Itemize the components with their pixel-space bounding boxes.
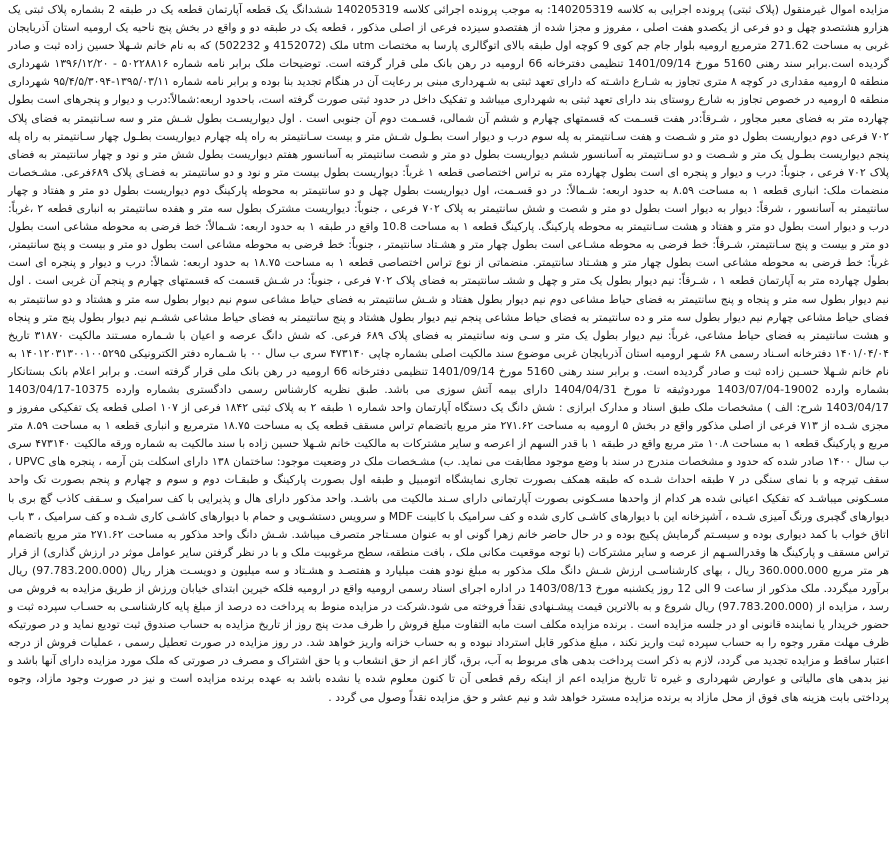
auction-notice-body: مزایده اموال غیرمنقول (پلاک ثبتی) پرونده اجرایی به کلاسه 140205319: به موجب پرونده اجرائی کلاسه 140205319 ششدانگ یک قطعه آپارتمان قطعه یک در طبقه 2 بشماره پلاک ثبتی یک هزارو هشتصدو چهل و دو فرعی از یکصدو هفت اصلی ، مفروز و مجزا شده از هفتصدو سیزده فرعی از اصلی مذکور ، قطعه یک در طبقه دو و واقع در بخش پنج ناحیه یک ارومیه استان آذربایجان غربی به مساحت 271.62 مترمربع ارومیه بلوار جام جم کوی 9 کوچه اول طبقه بالای اتوگالری پارسا به مختصات utm ملک (4152072 و 502232) که به نام خانم شـهلا حسین زاده ثبت و صادر گردیده است.برابر سند رهنی 5160 مورخ 1401/09/14 تنظیمی دفترخانه 66 ارومیه در رهن بانک ملی قرار گرفته است. توضیحات ملک برابر نامه شماره ۵۰۲۲۸۸۱۶ - ۱۳۹۶/۱۲/۲۰ شهرداری منطقه ۵ ارومیه مقداری در کوچه ۸ متری تجاوز به شـارع داشـته که دارای تعهد ثبتی به شـهرداری مبنی بر رعایت آن در هنگام تجدید بنا بوده و برابر نامه شماره ۱۳۹۵/۰۳/۱۱-۹۵/۴/۵/۳۰۹۴ شهرداری منطقه ۵ ارومیه در خصوص تجاوز به شارع روستای بند دارای تعهد ثبتی به شهرداری میباشد و تفکیک داخل در حدود ثبتی صورت گرفته است، باحدود اربعه:شمالاً:درب و دیوار و پنجرهای است بطول چهارده متر به فضای معبر مجاور ، شـرقاً:در هفت قسـمت که قسمتهای چهارم و ششم آن شمالی، قسـمت دوم آن جنوبی است . اول دیواریسـت بطول شـش متر و سه سـانتیمتر به فضای پلاک ۷۰۲ فرعی دوم دیواریست بطول دو متر و شـصت و هفت سـانتیمتر به پله سوم درب و دیوار است بطـول شـش متر و بیست سـانتیمتر به راه پله چهارم دیواریست بطـول چهار سـانتیمتر به راه پله پنجم دیواریست بطـول یک متر و شـصت و دو سـانتیمتر به آسانسور ششم دیواریست بطول دو متر و شصت سانتیمتر به آسانسور هفتم دیواریست بطول شش متر و نود و چهار سانتیمتر به فضای پلاک ۷۰۲ فرعی ، جنوباً: درب و دیوار و پنجره ای است بطول چهارده متر به تراس اختصاصی قطعه ۱ غرباً: دیواریست بطول بیست متر و نود و دو سانتیمتر به فضـای پلاک ۶۸۹فرعی. مشـخصات منضمات ملک: انباری قطعه ۱ به مساحت ۸.۵۹ به حدود اربعه: شـمالاً: در دو قسـمت، اول دیواریست بطول چهل و دو سانتیمتر به محوطه پارکینگ دوم دیواریست بطول دو متر و هفتاد و چهار سانتیمتر به آسانسور ، شرقاً: دیوار به دیوار است بطول دو متر و شصت و شش سانتیمتر به پلاک ۷۰۲ فرعی ، جنوباً: دیواریست مشترک بطول سه متر و هفده سانتیمتر به انباری قطعه ۲ ،غرباً: درب و دیوار است بطول دو متر و هفتاد و هشت سـانتیمتر به محوطه پارکینگ. پارکینگ قطعه ۱ به مساحت 10.8 واقع در طبقه ۱ به حدود اربعه: شـمالاً: خط فرضی به محوطه مشاعی است بطول دو متر و بیست و پنج سـانتیمتر، شـرقاً: خط فرضی به محوطه مشـاعی است بطول چهار متر و هشـتاد سانتیمتر ، جنوباً: خط فرضی به محوطه مشاعی است بطول دو متر و بیست و پنج سانتیمتر، غرباً: خط فرضی به محوطه مشاعی است بطول چهار متر و هشـتاد سانتیمتر. منضماتی از نوع تراس اختصاصی قطعه ۱ به مساحت ۱۸.۷۵ به حدود اربعه: شمالاً: درب و دیوار و پنجره ای است بطول چهارده متر به آپارتمان قطعه ۱ ، شـرقاً: نیم دیوار بطول یک متر و چهل و ششـ سانتیمتر به فضای پلاک ۷۰۲ فرعی ، جنوباً: در شـش قسمت که قسمتهای چهارم و پنجم آن غربی است . اول نیم دیوار بطول سه متر و پنجاه و پنج سانتیمتر به فضای حیاط مشاعی دوم نیم دیوار بطول هفتاد و شـش سانتیمتر به فضای حیاط مشاعی سوم نیم دیوار بطول سه متر و هشتاد و دو سانتیمتر به فضای حیاط مشاعی چهارم نیم دیوار بطول سه متر و ده سانتیمتر به فضای حیاط مشاعی پنجم نیم دیوار بطول هشتاد و پنج سانتیمتر به فضای حیاط مشاعی ششـم نیم دیوار بطول پنج متر و پنجاه و هشت سانتیمتر به فضای حیاط مشاعی، غرباً: نیم دیوار بطول یک متر و سـی ونه سانتیمتر به فضای پلاک ۶۸۹ فرعی. که شش دانگ عرصه و اعیان با شـماره مسـتند مالکیت ۳۱۸۷۰ تاریخ ۱۴۰۱/۰۴/۰۴ دفترخانه اسـناد رسمی ۶۸ شـهر ارومیه استان آذربایجان غربی موضوع سند مالکیت اصلی بشماره چاپی ۴۷۳۱۴۰ سری ب سال ۰۰ با شـماره دفتر الکترونیکی ۱۴۰۱۲۰۳۱۳۰۰۱۰۰۵۲۹۵ به نام خانم شـهلا حسـین زاده ثبت و صادر گردیده است. و برابر سند رهنی 5160 مورخ 1401/09/14 تنظیمی دفترخانه 66 ارومیه در رهن بانک ملی قرار گرفته است. و برابر اعلام بانک بستانکار بشماره وارده 19002-1403/07/04 موردوثیقه تا مورخ 1404/04/31 دارای بیمه آتش سوزی می باشد. طبق نظریه کارشناس رسمی دادگستری بشماره وارده 10375-1403/04/17 1403/04/17 شرح: الف ) مشخصات ملک طبق اسناد و مدارک ابرازی : شش دانگ یک دستگاه آپارتمان واحد شماره ۱ طبقه ۲ به پلاک ثبتی ۱۸۴۲ فرعی از ۱۰۷ اصلی قطعه یک تفکیکی مفروز و مجزی شـده از ۷۱۳ فرعی از اصلی مذکور واقع در بخش ۵ ارومیه به مساحت ۲۷۱.۶۲ متر مربع باتضمام تراس مسقف قطعه یک به مساحت ۱۸.۷۵ مترمربع و انباری قطعه ۱ به مساحت ۸.۵۹ متر مربع و پارکینگ قطعه ۱ به مساحت ۱۰.۸ متر مربع واقع در طبقه ۱ با قدر السهم از اعرصه و سایر مشترکات به مالکیت خانم شـهلا حسین زاده با سند مالکیت به شماره ورقه مالکیت ۴۷۳۱۴۰ سری ب سال ۱۴۰۰ صادر شده که حدود و مشخصات مندرج در سند با وضع موجود مطابقت می نماید. ب) مشـخصات ملک در وضعیت موجود: ساختمان ۱۳۸ دارای اسکلت بتن آرمه ، پنجره های UPVC ، سقف تیرچه و با نمای سنگی در ۷ طبقه احداث شـده که طبقه همکف بصورت تجاری نمایشگاه اتومبیل و طبقه اول بصورت پارکینگ و طبقـات دوم و سوم و چهارم و پنجم بصورت تک واحد مسـکونی میباشـد که تفکیک اعیانی شده هر کدام از واحدها مسـکونی بصورت آپارتمانی دارای سـند مالکیت می باشـد. واحد مذکور دارای هال و پذیرایی با کف سرامیک و سـقف کاذب گچ بری با دیوارهای گچبری ورنگ آمیزی شـده ، آشپزخانه این با دیوارهای کاشـی کاری شده و کف سرامیک با کابینت MDF و سرویس دستشـویی و حمام با دیوارهای کاشـی کاری شـده و کف سرامیک ، ۳ باب اتاق خواب با کمد دیواری بوده و سیسـتم گرمایش پکیج بوده و در حال حاضر خانم زهرا گونی او به عنوان مسـتاجر متصرف میباشد. شـش دانگ واحد مذکور به مساحت ۲۷۱.۶۲ متر مربع باتضمام تراس مسقف و پارکینگ ها وقدرالسـهم از عرصه و سایر مشترکات (با توجه موقعیت مکانی ملک ، بافت منطقه، سطح مرغوبیت ملک و با در نظر گرفتن سایر عوامل موثر در ارزش گذاری) از قرار هر متر مربع 360.000.000 ریال ، بهای کارشناسـی ارزش شـش دانگ ملک مذکور به مبلغ نودو هفت میلیارد و هفتصـد و هشـتاد و سه میلیون و دویسـت هزار ریال (97.783.200.000) ریال برآورد میگردد. ملک مذکور از ساعت 9 الی 12 روز یکشنبه مورخ 1403/08/13 در اداره اجرای اسناد رسمی ارومیه واقع در ارومیه فلکه خیرین ابتدای خیابان ورزش از طریق مزایده به فروش می رسد ، مزایده از (97.783.200.000) ریال شروع و به بالاترین قیمت پیشـنهادی نقداً فروخته می شود.شرکت در مزایده منوط به پرداخت ده درصد از مبلغ پایه کارشناسـی به حسـاب سپرده ثبت و حضور خریدار یا نماینده قانونی او در جلسه مزایده است . برنده مزایده مکلف است مابه التفاوت مبلغ فروش را ظرف مدت پنج روز از تاریخ مزایده به حساب صندوق ثبت تودیع نماید و در صورتیکه ظرف مهلت مقرر وجوه را به حساب سپرده ثبت واریز نکند ، مبلغ مذکور قابل استرداد نبوده و به حساب خزانه واریز خواهد شد. در روز مزایده در صورت تعطیل رسمی ، عملیات فروش از درجه اعتبار ساقط و مزایده تجدید می گردد، لازم به ذکر است پرداخت بدهی های مربوط به آب، برق، گاز اعم از حق انشعاب و یا حق اشتراک و مصرف در صورتی که ملک مورد مزایده دارای آنها باشد و نیز بدهی های مالیاتی و عوارض شهرداری و غیره تا تاریخ مزایده اعم از اینکه رقم قطعی آن تا کنون معلوم شده یا نشده باشد به عهده برنده مزایده است و نیز در صورت وجود مازاد، وجوه پرداختی بابت هزینه های فوق از محل مازاد به برنده مزایده مسترد خواهد شد و نیم عشر و حق مزایده نقداً وصول می گردد .	[8, 3, 890, 704]
